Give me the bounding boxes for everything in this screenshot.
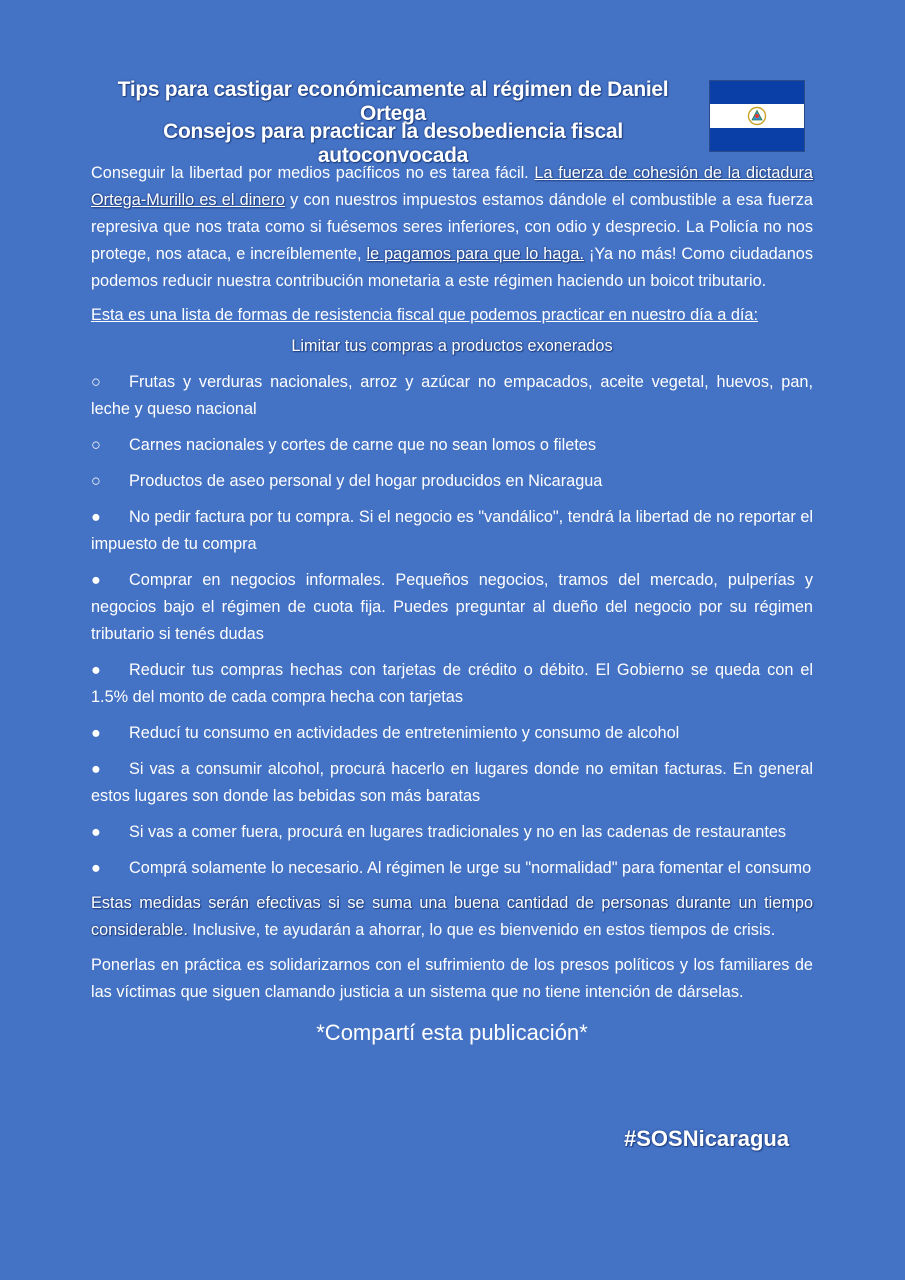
list-lead: Esta es una lista de formas de resistencia fiscal que podemos practicar en nuestro día a día: xyxy=(91,306,758,324)
solid-bullet-icon: ● xyxy=(91,508,101,526)
document-page xyxy=(91,74,813,1151)
list-item-text: Comprá solamente lo necesario. Al régimen le urge su "normalidad" para fomentar el consumo xyxy=(129,859,812,877)
intro-link-1[interactable]: La fuerza de cohesión de la dictadura Ortega-Murillo es el dinero xyxy=(91,164,813,209)
closing-paragraph-1 xyxy=(91,890,813,944)
hollow-bullet-icon: ○ xyxy=(91,373,101,391)
list-item xyxy=(91,567,813,648)
solid-bullet-icon: ● xyxy=(91,724,101,742)
closing-emphasis: Estas medidas serán efectivas si se suma una buena cantidad de personas durante un tiempo considerable. xyxy=(91,894,813,939)
list-item-text: Frutas y verduras nacionales, arroz y azúcar no empacados, aceite vegetal, huevos, pan, leche y queso nacional xyxy=(91,373,813,418)
subheading: Limitar tus compras a productos exonerados xyxy=(291,337,613,355)
title-line-2: Consejos para practicar la desobediencia fiscal autoconvocada xyxy=(163,120,623,167)
solid-bullet-icon: ● xyxy=(91,661,101,679)
list-item-text: Comprar en negocios informales. Pequeños negocios, tramos del mercado, pulperías y negocios bajo el régimen de cuota fija. Puedes preguntar al dueño del negocio por su régimen tributario si tenés dudas xyxy=(91,571,813,643)
intro-text-3: ¡Ya no más! Como ciudadanos podemos reducir nuestra contribución monetaria a este régimen haciendo un boicot tributario. xyxy=(91,245,813,290)
solid-bullet-icon: ● xyxy=(91,760,101,778)
header xyxy=(91,74,813,167)
list-item xyxy=(91,657,813,711)
list-item-text: Si vas a consumir alcohol, procurá hacerlo en lugares donde no emitan facturas. En general estos lugares son donde las bebidas son más baratas xyxy=(91,760,813,805)
closing-paragraph-2: Ponerlas en práctica es solidarizarnos con el sufrimiento de los presos políticos y los familiares de las víctimas que siguen clamando justicia a un sistema que no tiene intención de dárselas. xyxy=(91,956,813,1001)
list-item xyxy=(91,432,813,459)
list-item-text: Carnes nacionales y cortes de carne que no sean lomos o filetes xyxy=(129,436,596,454)
list-item xyxy=(91,720,813,747)
hashtag: #SOSNicaragua xyxy=(624,1126,790,1151)
solid-bullet-icon: ● xyxy=(91,571,101,589)
intro-text-2: y con nuestros impuestos estamos dándole el combustible a esa fuerza represiva que nos trata como si fuésemos seres inferiores, con odio y desprecio. La Policía no nos protege, nos ataca, e increíblemente, xyxy=(91,191,813,263)
intro-paragraph xyxy=(91,160,813,295)
list-item-text: Reducir tus compras hechas con tarjetas de crédito o débito. El Gobierno se queda con el 1.5% del monto de cada compra hecha con tarjetas xyxy=(91,661,813,706)
solid-bullet-icon: ● xyxy=(91,823,101,841)
list-item-text: Si vas a comer fuera, procurá en lugares tradicionales y no en las cadenas de restaurantes xyxy=(129,823,787,841)
flag-stripe-top xyxy=(710,81,804,104)
closing-text: Inclusive, te ayudarán a ahorrar, lo que es bienvenido en estos tiempos de crisis. xyxy=(187,921,776,939)
flag-stripe-bottom xyxy=(710,128,804,151)
title-line-1: Tips para castigar económicamente al régimen de Daniel Ortega xyxy=(117,78,669,125)
solid-bullet-icon: ● xyxy=(91,859,101,877)
hollow-bullet-icon: ○ xyxy=(91,472,101,490)
nicaragua-flag-icon xyxy=(709,80,805,152)
share-call: *Compartí esta publicación* xyxy=(316,1020,588,1045)
list-item-text: Productos de aseo personal y del hogar producidos en Nicaragua xyxy=(129,472,603,490)
list-item xyxy=(91,855,813,882)
intro-text-1: Conseguir la libertad por medios pacíficos no es tarea fácil. xyxy=(91,164,535,182)
list-item xyxy=(91,468,813,495)
list-item-text: No pedir factura por tu compra. Si el negocio es "vandálico", tendrá la libertad de no reportar el impuesto de tu compra xyxy=(91,508,813,553)
list-item xyxy=(91,369,813,423)
intro-link-2[interactable]: le pagamos para que lo haga. xyxy=(366,245,585,263)
list-item xyxy=(91,819,813,846)
list-item xyxy=(91,504,813,558)
coat-of-arms-icon xyxy=(747,106,767,126)
list-item-text: Reducí tu consumo en actividades de entretenimiento y consumo de alcohol xyxy=(129,724,680,742)
hollow-bullet-icon: ○ xyxy=(91,436,101,454)
list-item xyxy=(91,756,813,810)
